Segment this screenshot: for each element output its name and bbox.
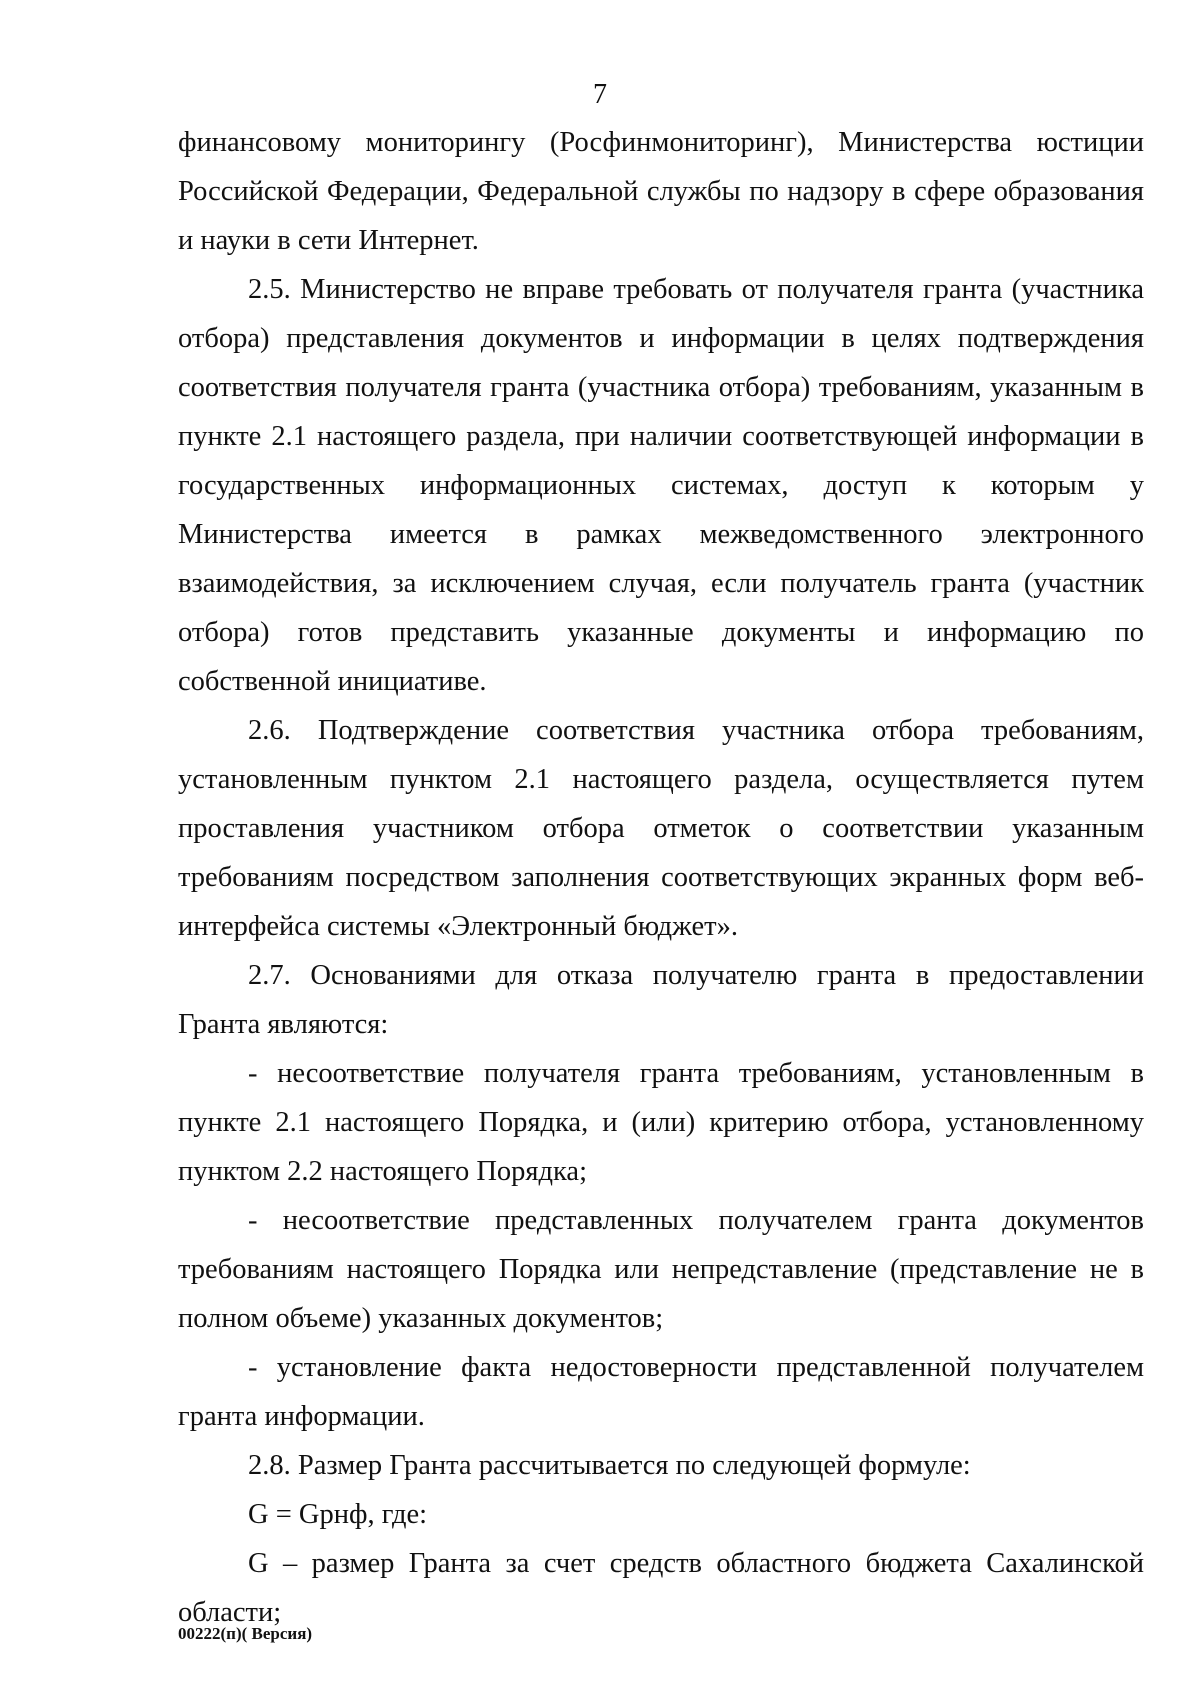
list-item-refusal-3: - установление факта недостоверности представленной получателем гранта информации.: [178, 1352, 1144, 1432]
list-item-refusal-1: - несоответствие получателя гранта требованиям, установленным в пункте 2.1 настоящего Порядка, и (или) критерию отбора, установленному пунктом 2.2 настоящего Порядка;: [178, 1058, 1144, 1187]
list-item-refusal-2: - несоответствие представленных получателем гранта документов требованиям настоящего Порядка или непредставление (представление не в полном объеме) указанных документов;: [178, 1205, 1144, 1334]
paragraph-2-8: 2.8. Размер Гранта рассчитывается по следующей формуле:: [248, 1450, 971, 1481]
paragraph-continuation: финансовому мониторингу (Росфинмониторинг), Министерства юстиции Российской Федерации, Федеральной службы по надзору в сфере образования и науки в сети Интернет.: [178, 127, 1144, 256]
document-footer-code: 00222(п)( Версия): [178, 1624, 313, 1643]
formula-line: G = Gрнф, где:: [248, 1499, 428, 1530]
paragraph-2-6: 2.6. Подтверждение соответствия участника отбора требованиям, установленным пунктом 2.1 настоящего раздела, осуществляется путем проставления участником отбора отметок о соответствии указанным требованиям посредством заполнения соответствующих экранных форм веб-интерфейса системы «Электронный бюджет».: [178, 715, 1144, 942]
paragraph-2-7: 2.7. Основаниями для отказа получателю гранта в предоставлении Гранта являются:: [178, 960, 1144, 1040]
document-body: [178, 118, 1144, 1637]
formula-definition-g: G – размер Гранта за счет средств областного бюджета Сахалинской области;: [178, 1548, 1144, 1628]
paragraph-2-5: 2.5. Министерство не вправе требовать от получателя гранта (участника отбора) представления документов и информации в целях подтверждения соответствия получателя гранта (участника отбора) требованиям, указанным в пункте 2.1 настоящего раздела, при наличии соответствующей информации в государственных информационных системах, доступ к которым у Министерства имеется в рамках межведомственного электронного взаимодействия, за исключением случая, если получатель гранта (участник отбора) готов представить указанные документы и информацию по собственной инициативе.: [178, 274, 1144, 697]
page-number: 7: [593, 79, 607, 110]
